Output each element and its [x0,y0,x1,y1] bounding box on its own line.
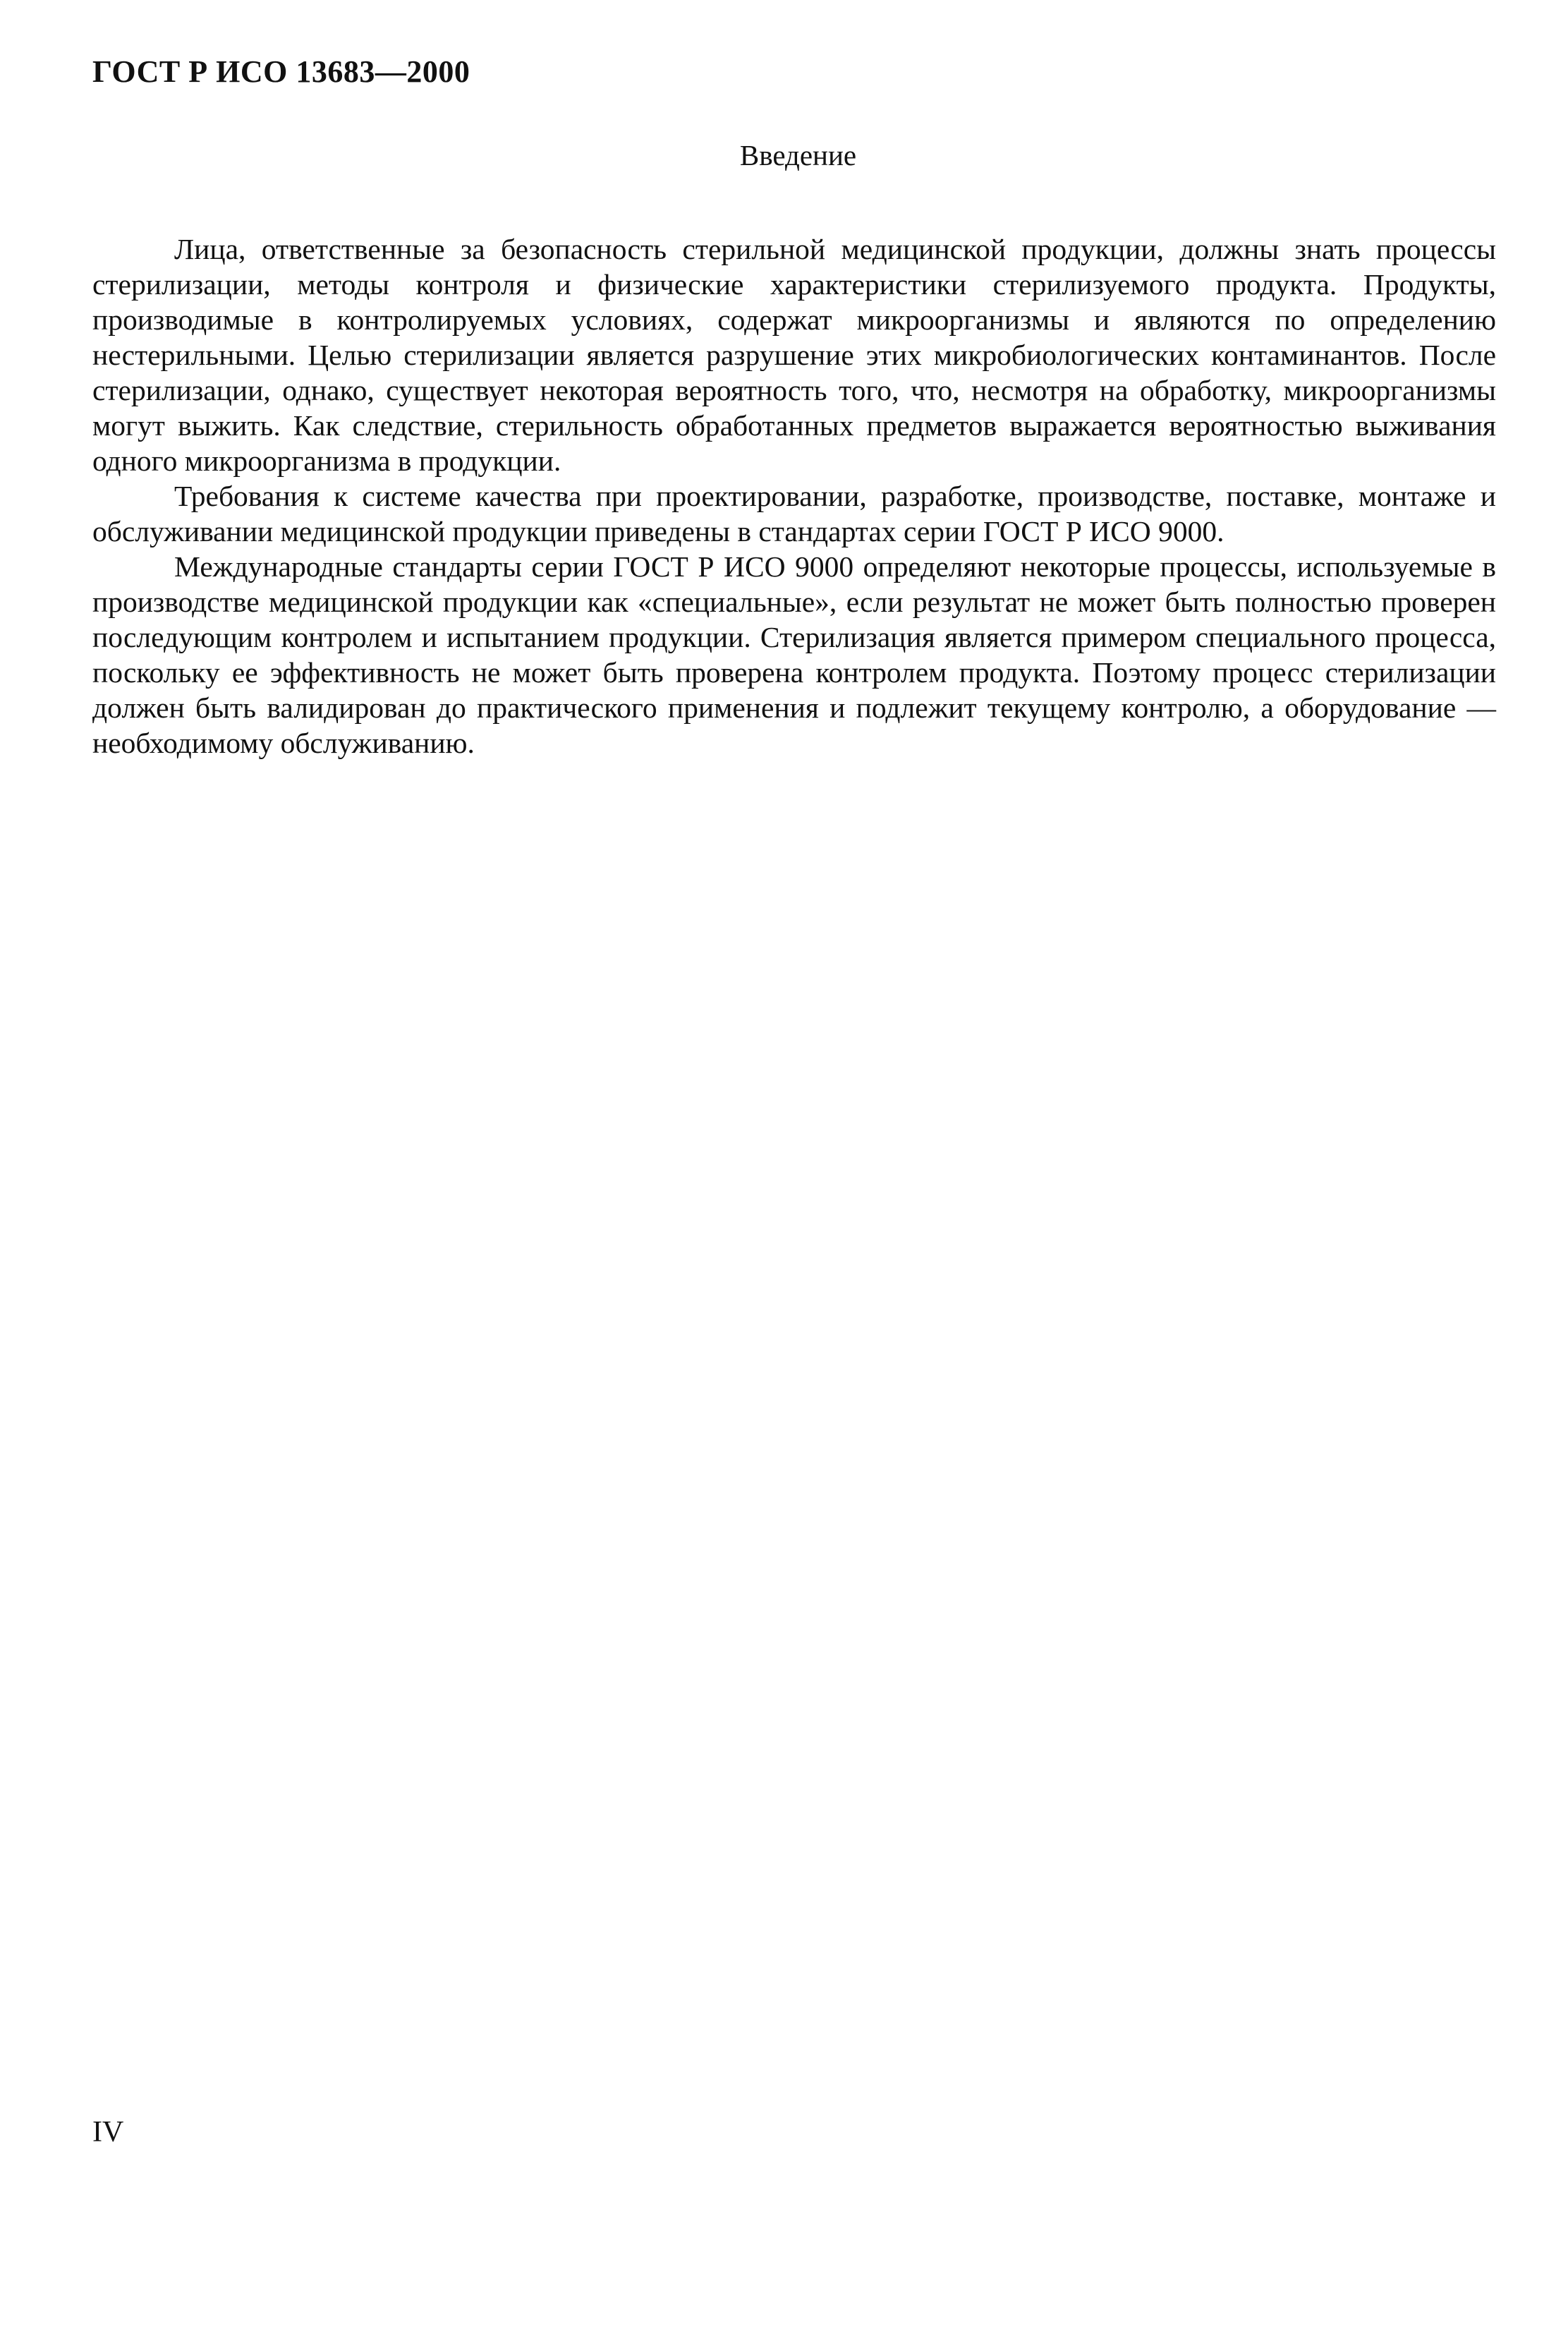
paragraph-3: Международные стандарты серии ГОСТ Р ИСО 9000 определяют некоторые процессы, используемые в производстве медицинской продукции как «специальные», если результат не может быть полностью проверен последующим контролем и испытанием продукции. Стерилизация является примером специального процесса, поскольку ее эффективность не может быть проверена контролем продукта. Поэтому процесс стерилизации должен быть валидирован до практического применения и подлежит текущему контролю, а оборудование — необходимому обслуживанию. [92,550,1496,759]
section-title: Введение [739,139,857,171]
paragraph-2: Требования к системе качества при проектировании, разработке, производстве, поставке, монтаже и обслуживании медицинской продукции приведены в стандартах серии ГОСТ Р ИСО 9000. [92,480,1496,548]
page-number: IV [92,2116,124,2148]
introduction-body [92,231,1496,761]
paragraph-1: Лица, ответственные за безопасность стерильной медицинской продукции, должны знать процессы стерилизации, методы контроля и физические характеристики стерилизуемого продукта. Продукты, производимые в контролируемых условиях, содержат микроорганизмы и являются по определению нестерильными. Целью стерилизации является разрушение этих микробиологических контаминантов. После стерилизации, однако, существует некоторая вероятность того, что, несмотря на обработку, микроорганизмы могут выжить. Как следствие, стерильность обработанных предметов выражается вероятностью выживания одного микроорганизма в продукции. [92,233,1496,477]
document-standard-header: ГОСТ Р ИСО 13683—2000 [92,54,470,89]
